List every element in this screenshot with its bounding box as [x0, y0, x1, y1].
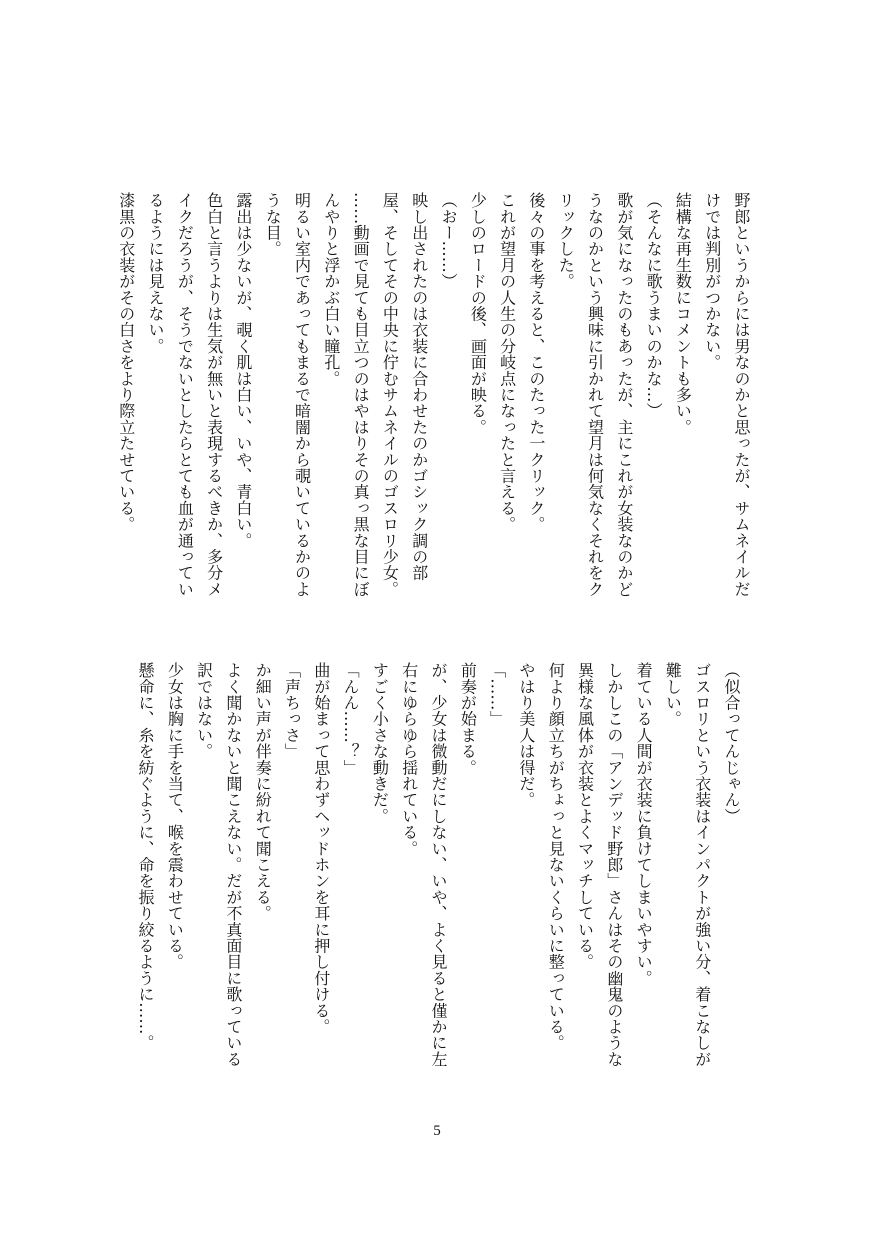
text-column: けでは判別がつかない。 [702, 192, 722, 371]
text-column: 明るい室内であってもまるで暗闇から覗いているかのよ [292, 192, 312, 597]
text-column: 訳ではない。 [194, 662, 214, 760]
text-column: （似合ってんじゃん） [722, 662, 741, 824]
text-column: やはり美人は得だ。 [516, 662, 536, 808]
text-column: 露出は少ないが、覗く肌は白い、いや、青白い。 [233, 192, 253, 549]
text-column: 屋、そしてその中央に佇むサムネイルのゴスロリ少女。 [380, 192, 400, 597]
text-column: うな目。 [263, 192, 283, 257]
text-column: 「……」 [487, 662, 507, 727]
text-column: か細い声が伴奏に紛れて聞こえる。 [253, 662, 273, 922]
text-column: リックした。 [556, 192, 576, 290]
text-column: 結構な再生数にコメントも多い。 [673, 192, 693, 435]
text-column: 曲が始まって思わずヘッドホンを耳に押し付ける。 [311, 662, 331, 1035]
text-column: んやりと浮かぶ白い瞳孔。 [321, 192, 341, 387]
text-column: 野郎というからには男なのかと思ったが、サムネイルだ [732, 192, 751, 597]
text-column: 難しい。 [663, 662, 683, 727]
text-column: ゴスロリという衣装はインパクトが強い分、着こなしが [692, 662, 712, 1067]
text-column: 前奏が始まる。 [458, 662, 478, 776]
text-column: 少しのロードの後、画面が映る。 [468, 192, 488, 435]
text-column: 懸命に、糸を紡ぐように、命を振り絞るように……。 [136, 662, 155, 1051]
text-column: これが望月の人生の分岐点になったと言える。 [497, 192, 517, 533]
text-column: るようには見えない。 [146, 192, 165, 354]
text-column: （そんなに歌うまいのかな…） [644, 192, 664, 419]
text-column: ……動画で見ても目立つのはやはりその真っ黒な目にぼ [351, 192, 371, 597]
text-column: 後々の事を考えると、このたった一クリック。 [526, 192, 546, 533]
lower-text-block [130, 662, 746, 1092]
text-column: 「んん……？」 [341, 662, 361, 776]
text-column: 何より顔立ちがちょっと見ないくらいに整っている。 [546, 662, 566, 1051]
text-column: 着ている人間が衣装に負けてしまいやすい。 [634, 662, 654, 986]
text-column: しかしこの「アンデッド野郎」さんはその幽鬼のような [604, 662, 624, 1067]
text-column: イクだろうが、そうでないとしたらとても血が通ってい [175, 192, 195, 597]
text-column: すごく小さな動きだ。 [370, 662, 390, 824]
text-column: 歌が気になったのもあったが、主にこれが女装なのかど [614, 192, 634, 597]
text-column: 色白と言うよりは生気が無いと表現するべきか、多分メ [204, 192, 224, 597]
text-column: よく聞かないと聞こえない。だが不真面目に歌っている [223, 662, 243, 1067]
text-column: 映し出されたのは衣装に合わせたのかゴシック調の部 [409, 192, 429, 581]
text-column: 異様な風体が衣装とよくマッチしている。 [575, 662, 595, 970]
text-column: （おー……） [439, 192, 458, 290]
text-column: うなのかという興味に引かれて望月は何気なくそれをク [585, 192, 605, 597]
text-column: 漆黒の衣装がその白さをより際立たせている。 [116, 192, 136, 533]
text-column: が、少女は微動だにしない、いや、よく見ると僅かに左 [429, 662, 448, 1067]
text-column: 少女は胸に手を当て、喉を震わせている。 [165, 662, 185, 970]
upper-text-block [110, 192, 756, 622]
text-column: 「声ちっさ」 [282, 662, 302, 760]
text-column: 右にゆらゆら揺れている。 [399, 662, 419, 857]
page-number: 5 [433, 1123, 441, 1139]
